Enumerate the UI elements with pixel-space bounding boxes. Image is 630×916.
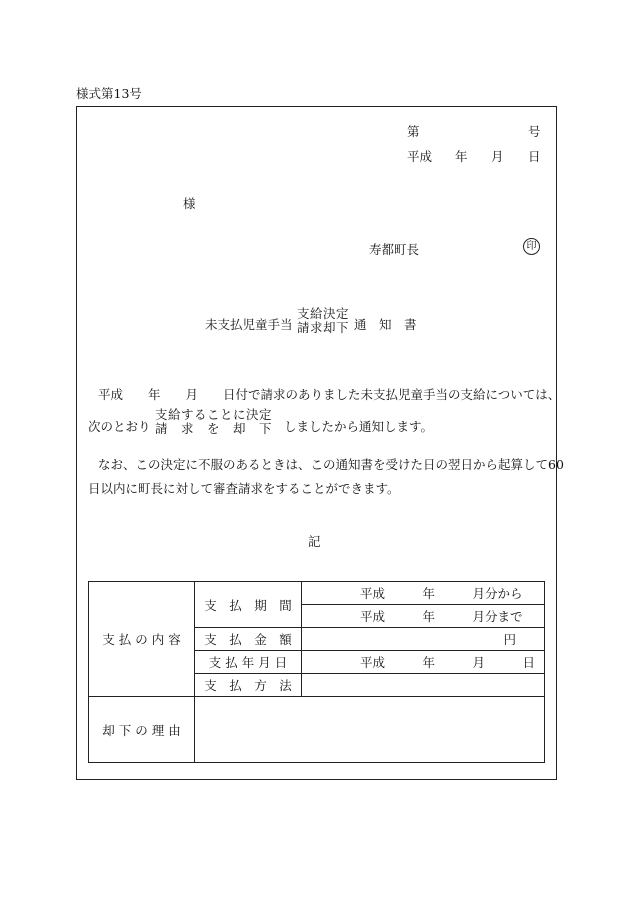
date-era: 平成: [407, 149, 433, 164]
body-options: [155, 408, 272, 436]
method-value: [302, 674, 545, 697]
rejection-reason-value: [195, 697, 545, 763]
addressee-suffix: 様: [183, 196, 196, 211]
period-to-value: 平成 年 月分まで: [302, 605, 545, 628]
seal-mark: 印: [523, 238, 540, 255]
rejection-reason-label: 却 下 の 理 由: [89, 697, 195, 763]
title-option-reject: 請求却下: [297, 320, 350, 335]
title-option-approve: 支給決定: [297, 306, 350, 321]
date-year: 年: [455, 149, 468, 164]
period-from-value: 平成 年 月分から: [302, 582, 545, 605]
payment-date-value: 平成 年 月 日: [302, 651, 545, 674]
body-paragraph-2-line-2: 日以内に町長に対して審査請求をすることができます。: [88, 481, 400, 496]
period-label: 支 払 期 間: [195, 582, 302, 628]
issuer-title: 寿都町長: [369, 242, 420, 257]
ki-heading: 記: [308, 534, 321, 549]
body-line2-prefix: 次のとおり: [88, 419, 151, 434]
date-day: 日: [528, 149, 541, 164]
title-prefix: 未支払児童手当: [205, 317, 293, 332]
method-label: 支 払 方 法: [195, 674, 302, 697]
body-paragraph-2-line-1: なお、この決定に不服のあるときは、この通知書を受けた日の翌日から起算して60: [98, 457, 564, 472]
amount-label: 支 払 金 額: [195, 628, 302, 651]
document-number-suffix: 号: [528, 124, 541, 139]
amount-value: 円: [302, 628, 545, 651]
title-suffix: 通 知 書: [354, 317, 417, 332]
body-paragraph-1: 平成 年 月 日付で請求のありました未支払児童手当の支給については、: [98, 387, 561, 402]
body-option-reject: 請 求 を 却 下: [155, 421, 273, 436]
payment-content-label: 支 払 の 内 容: [89, 582, 195, 697]
body-option-approve: 支給することに決定: [155, 407, 273, 422]
date-month: 月: [491, 149, 504, 164]
payment-date-label: 支 払 年 月 日: [195, 651, 302, 674]
form-number: 様式第13号: [76, 86, 142, 101]
document-number-prefix: 第: [407, 124, 420, 139]
body-line2-suffix: しましたから通知します。: [284, 419, 434, 434]
title-options: [297, 307, 349, 335]
payment-table: [88, 581, 545, 763]
